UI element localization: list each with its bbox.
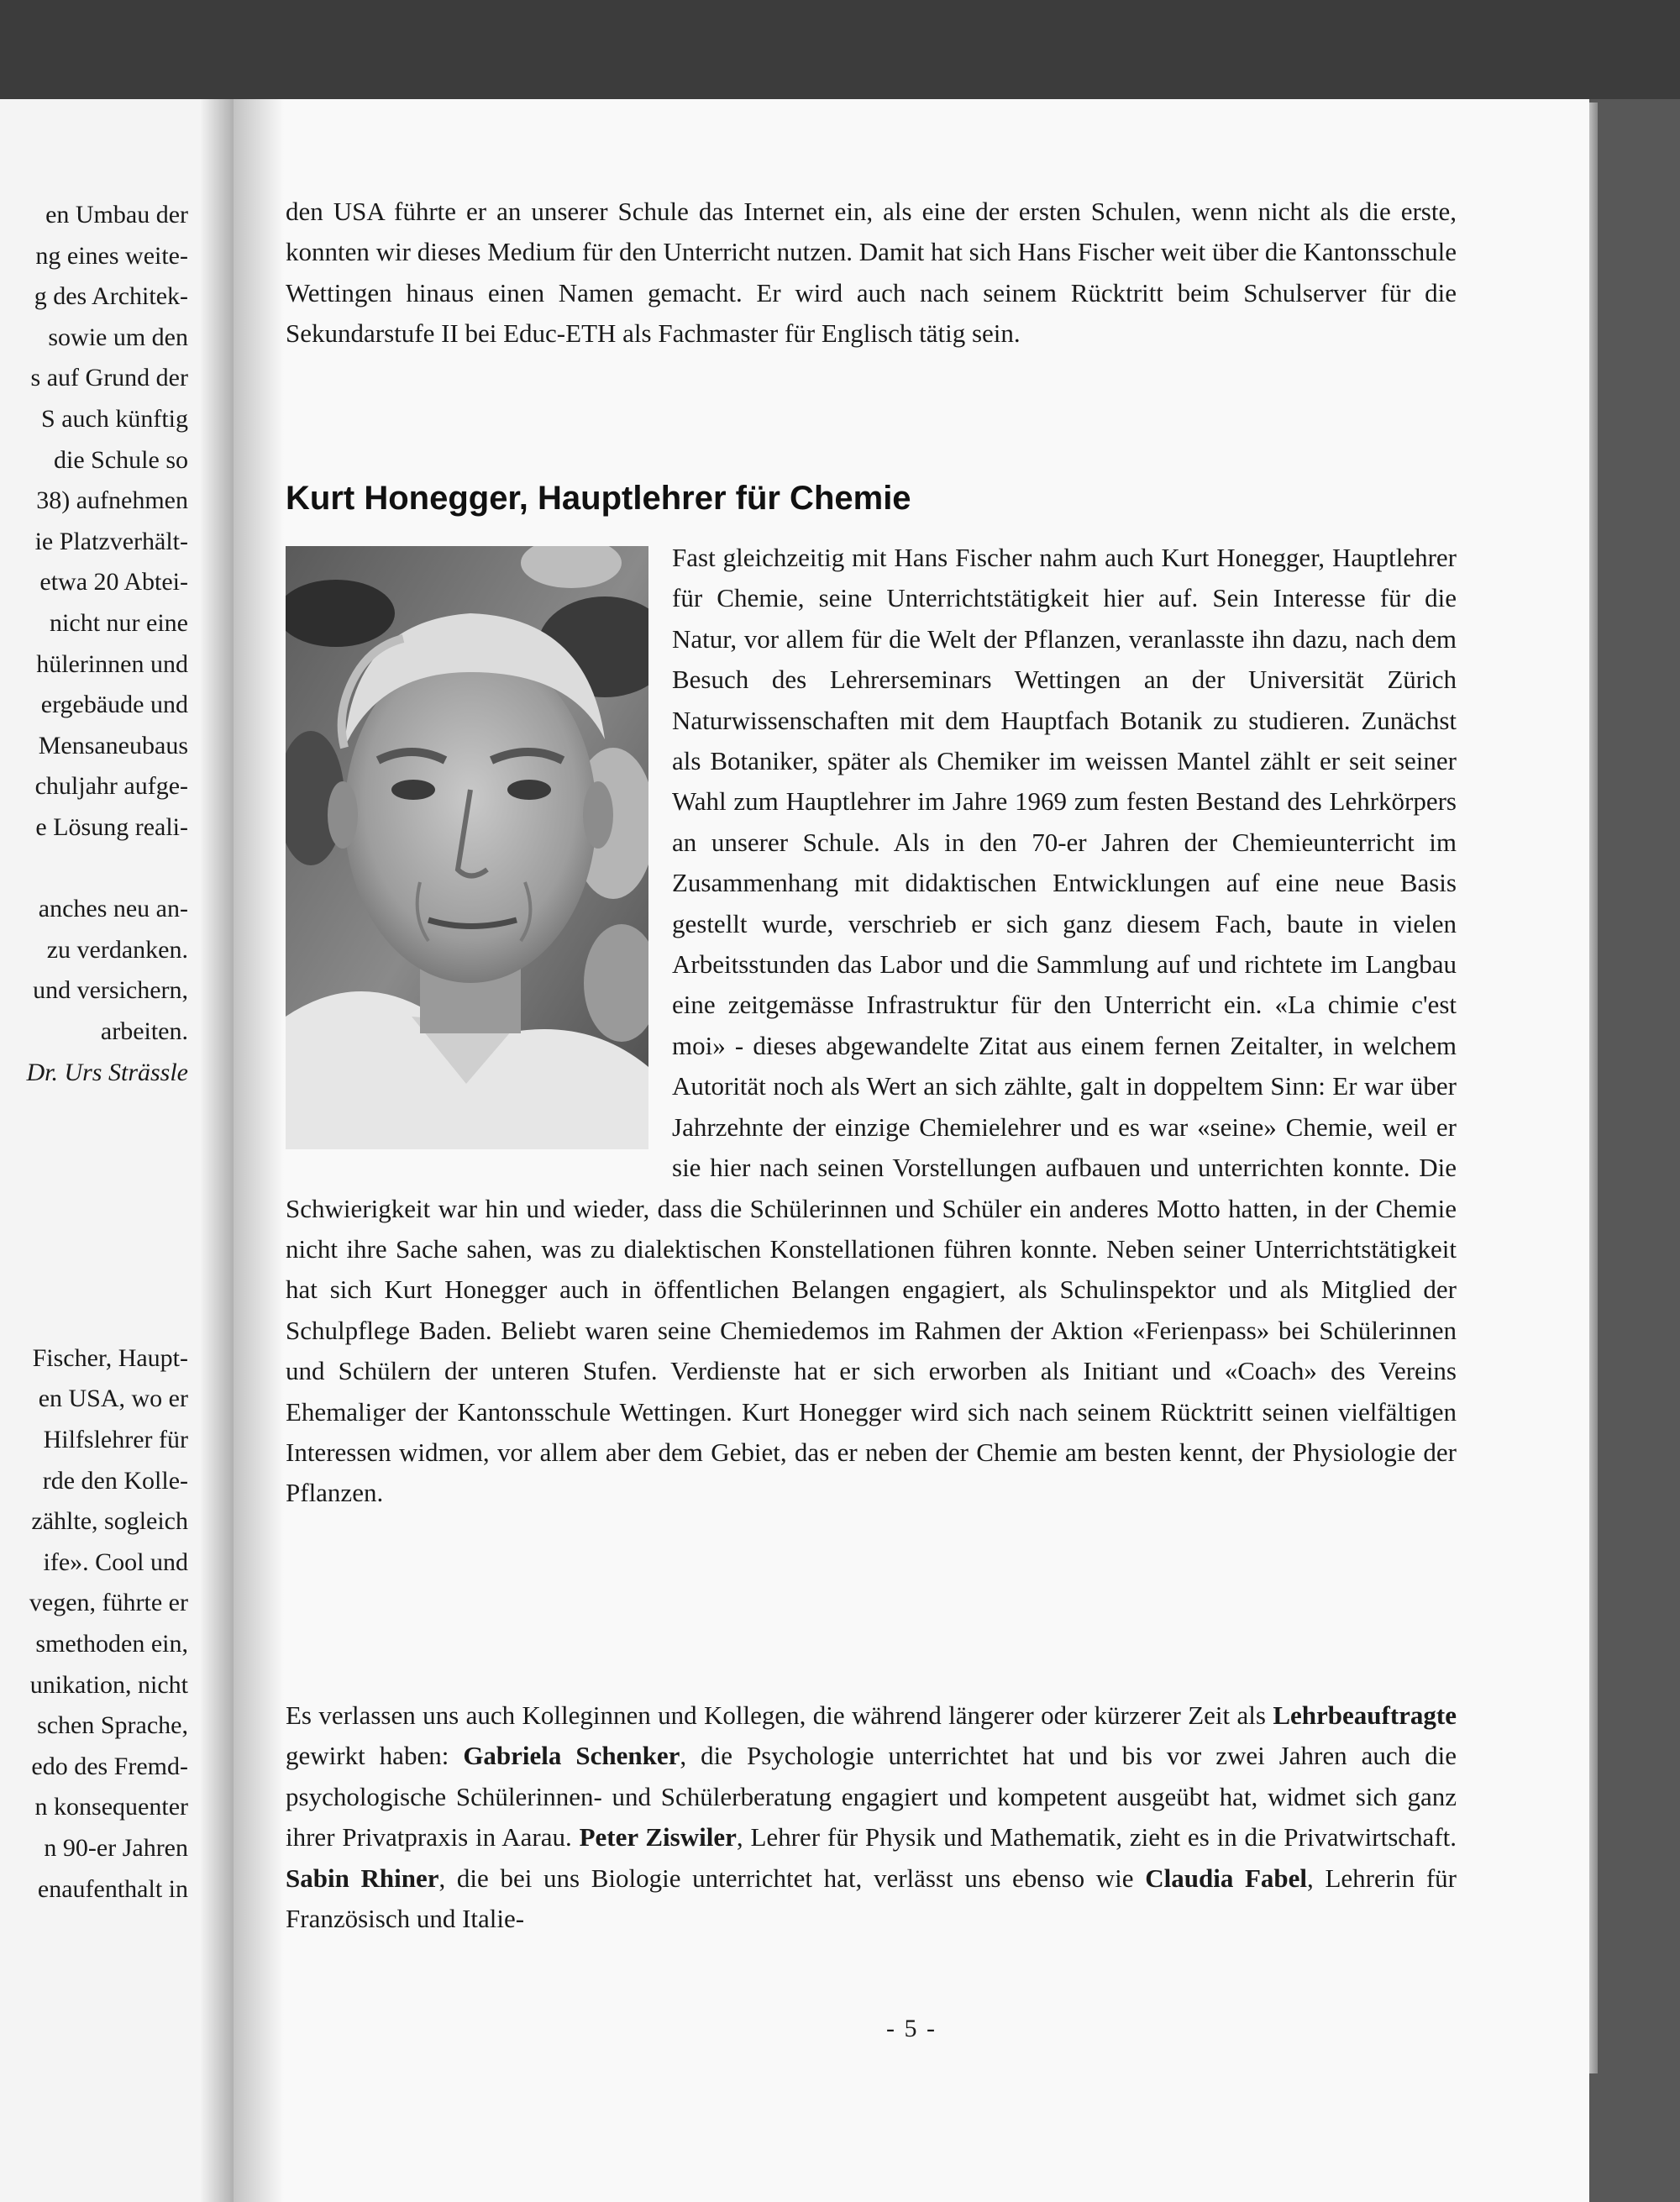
left-page-line: und versichern, xyxy=(33,976,188,1005)
left-page-line: e Lösung reali- xyxy=(35,813,188,841)
left-page-line: Hilfslehrer für xyxy=(43,1426,188,1453)
closing-text-6: , Lehrerin für Französisch und Italie- xyxy=(286,1863,1457,1934)
left-page-line: zählte, sogleich xyxy=(31,1507,188,1536)
left-facing-page xyxy=(0,99,234,2202)
left-page-line: g des Architek- xyxy=(34,282,188,311)
left-page-line: ie Platzverhält- xyxy=(34,527,188,555)
page-edge xyxy=(1589,102,1598,2073)
left-page-line: 38) aufnehmen xyxy=(36,486,188,515)
left-page-line: smethoden ein, xyxy=(35,1630,188,1658)
left-page-line: Fischer, Haupt- xyxy=(32,1343,188,1372)
left-page-line: ng eines weite- xyxy=(35,241,188,270)
left-page-line: vegen, führte er xyxy=(29,1589,188,1617)
left-page-line: n 90-er Jahren xyxy=(44,1834,188,1862)
left-page-line: S auch künftig xyxy=(41,405,188,433)
left-page-line: enaufenthalt in xyxy=(37,1874,188,1903)
left-page-line: schen Sprache, xyxy=(37,1711,188,1740)
closing-text-4: , Lehrer für Physik und Mathematik, zieht es in die Privatwirtschaft. xyxy=(736,1822,1457,1853)
left-page-line: arbeiten. xyxy=(100,1017,188,1045)
left-page-line: edo des Fremd- xyxy=(31,1752,188,1780)
left-page-line: s auf Grund der xyxy=(30,364,188,392)
left-page-line: unikation, nicht xyxy=(29,1670,188,1699)
scanner-background-top xyxy=(0,0,1680,99)
closing-paragraph xyxy=(286,1695,1457,1939)
left-page-line: zu verdanken. xyxy=(46,935,188,964)
left-page-line: ife». Cool und xyxy=(43,1548,188,1576)
closing-bold-gabriela-schenker: Gabriela Schenker xyxy=(463,1741,680,1771)
left-page-line: die Schule so xyxy=(54,445,188,474)
intro-paragraph: den USA führte er an unserer Schule das Internet ein, als eine der ersten Schulen, wenn nicht als die erste, konnten wir dieses Medium für den Unterricht nutzen. Damit hat sich Hans Fischer weit über die Kantonsschule Wettingen hinaus einen Namen gemacht. Er wird auch nach seinem Rücktritt beim Schulserver für die Sekundarstufe II bei Educ-ETH als Fachmaster für Englisch tätig sein. xyxy=(286,197,1457,349)
left-page-line: chuljahr aufge- xyxy=(34,772,188,801)
right-page-gutter-shadow xyxy=(234,99,284,2202)
left-page-line: en USA, wo er xyxy=(38,1385,188,1413)
closing-text-5: , die bei uns Biologie unterrichtet hat, verlässt uns ebenso wie xyxy=(438,1863,1146,1893)
right-page xyxy=(234,99,1589,2202)
section-heading: Kurt Honegger, Hauptlehrer für Chemie xyxy=(286,480,911,517)
portrait-photo-image xyxy=(286,546,648,1149)
closing-bold-lehrbeauftragte: Lehrbeauftragte xyxy=(1273,1700,1457,1730)
closing-bold-claudia-fabel: Claudia Fabel xyxy=(1145,1863,1308,1893)
closing-text-3: , die Psychologie unterrichtet hat und bis vor zwei Jahren auch die psychologische Schülerinnen- und Schülerberatung engagiert und kompetent ausgeübt hat, widmet sich ganz ihrer Privatpraxis in Aarau. xyxy=(286,1741,1457,1853)
left-page-line: sowie um den xyxy=(48,323,188,351)
left-page-line: n konsequenter xyxy=(34,1793,188,1821)
left-page-line: etwa 20 Abtei- xyxy=(39,568,188,596)
left-page-line: en Umbau der xyxy=(45,201,188,229)
portrait-photo xyxy=(286,546,648,1149)
closing-bold-sabin-rhiner: Sabin Rhiner xyxy=(286,1863,439,1893)
closing-text-2: gewirkt haben: xyxy=(286,1741,464,1771)
left-page-line: ergebäude und xyxy=(40,691,188,719)
left-page-gutter-shadow xyxy=(200,99,234,2202)
page-number: - 5 - xyxy=(886,2015,937,2042)
left-page-line: Mensaneubaus xyxy=(38,731,188,759)
closing-bold-peter-ziswiler: Peter Ziswiler xyxy=(579,1822,737,1853)
left-page-line: hülerinnen und xyxy=(36,649,188,678)
left-page-line: nicht nur eine xyxy=(50,609,188,637)
closing-text-1: Es verlassen uns auch Kolleginnen und Kollegen, die während längerer oder kürzerer Zeit als xyxy=(286,1700,1273,1730)
left-page-line: rde den Kolle- xyxy=(42,1466,188,1495)
left-page-line: Dr. Urs Strässle xyxy=(26,1058,188,1086)
main-paragraph: Fast gleichzeitig mit Hans Fischer nahm auch Kurt Honegger, Hauptlehrer für Chemie, seine Unterrichtstätigkeit hier auf. Sein Interesse für die Natur, vor allem für die Welt der Pflanzen, veranlasste ihn dazu, nach dem Besuch des Lehrerseminars Wettingen an der Universität Zürich Naturwissenschaften mit dem Hauptfach Botanik zu studieren. Zunächst als Botaniker, später als Chemiker im weissen Mantel zählt er seit seiner Wahl zum Hauptlehrer im Jahre 1969 zum festen Bestand des Lehrkörpers an unserer Schule. Als in den 70-er Jahren der Chemieunterricht im Zusammenhang mit didaktischen Entwicklungen auf eine neue Basis gestellt wurde, verschrieb er sich ganz diesem Fach, baute in vielen Arbeitsstunden das Labor und die Sammlung auf und richtete im Langbau eine zeitgemässe Infrastruktur für den Unterricht ein. «La chimie c'est moi» - dieses abgewandelte Zitat aus einem fernen Zeitalter, in welchem Autorität noch als Wert an sich zählte, galt in doppeltem Sinn: Er war über Jahrzehnte der einzige Chemielehrer und es war «seine» Chemie, weil er sie hier nach seinen Vorstellungen aufbauen und unterrichten konnte. Die Schwierigkeit war hin und wieder, dass die Schülerinnen und Schüler ein anderes Motto hatten, in der Chemie nicht ihre Sache sahen, was zu dialektischen Konstellationen führen konnte. Neben seiner Unterrichtstätigkeit hat sich Kurt Honegger auch in öffentlichen Belangen engagiert, als Schulinspektor und als Mitglied der Schulpflege Baden. Beliebt waren seine Chemiedemos im Rahmen der Aktion «Ferienpass» bei Schülerinnen und Schülern der unteren Stufen. Verdienste hat er sich erworben als Initiant und «Coach» des Vereins Ehemaliger der Kantonsschule Wettingen. Kurt Honegger wird sich nach seinem Rücktritt seinen vielfältigen Interessen widmen, vor allem aber dem Gebiet, das er neben der Chemie am besten kennt, der Physiologie der Pflanzen. xyxy=(286,543,1457,1508)
left-page-line: anches neu an- xyxy=(38,895,188,923)
